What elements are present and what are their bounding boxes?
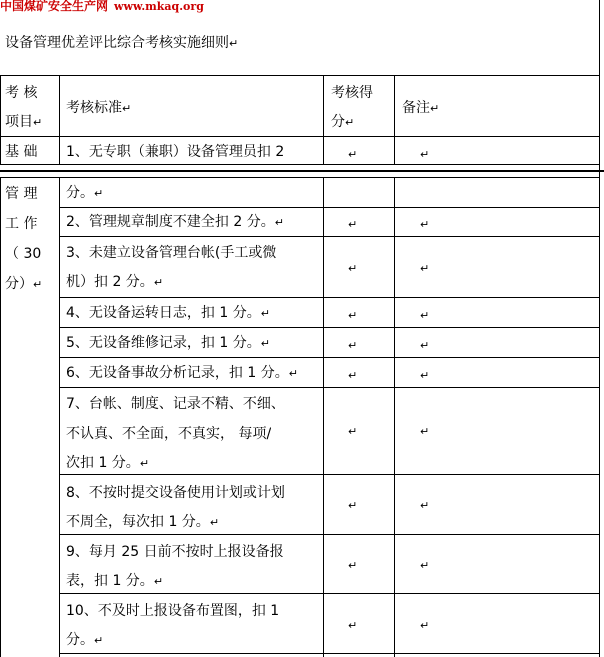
category-line-3: （ 30 [5, 246, 42, 262]
remark-cell-mark: ↵ [420, 369, 430, 382]
site-name: 中国煤矿安全生产网 [0, 0, 109, 13]
page-right-border [599, 0, 600, 657]
row-3-line2: 机）扣 2 分。↵ [66, 274, 164, 290]
row-5-text: 5、无设备维修记录，扣 1 分。↵ [66, 335, 270, 351]
header-col4: 备注↵ [402, 100, 440, 116]
table-top-border [0, 75, 600, 76]
row-7-line1: 7、台帐、制度、记录不精、不细、 [66, 396, 285, 412]
table2-col-divider-3 [394, 177, 395, 657]
row-sep [59, 357, 600, 358]
score-cell-mark: ↵ [348, 369, 358, 382]
row-3-line1: 3、未建立设备管理台帐(手工或微 [66, 245, 277, 261]
remark-cell-mark: ↵ [420, 262, 430, 275]
row-sep [59, 653, 600, 654]
remark-cell-mark: ↵ [420, 309, 430, 322]
category-line-2: 工 作 [5, 216, 38, 232]
table2-col-divider-2 [323, 177, 324, 657]
row-10-line2: 分。↵ [66, 632, 104, 648]
remark-cell-mark: ↵ [420, 425, 430, 438]
table2-top-border [0, 177, 600, 178]
header-bottom-border [0, 136, 600, 137]
header-col3-line1: 考核得 [331, 85, 373, 101]
row-sep [59, 327, 600, 328]
header-col1-line1: 考 核 [5, 85, 38, 101]
site-watermark [0, 0, 204, 14]
row-6-text: 6、无设备事故分析记录，扣 1 分。↵ [66, 365, 298, 381]
table1-col-divider-3 [394, 75, 395, 165]
row-sep [59, 207, 600, 208]
row-sep [59, 297, 600, 298]
page-break-line [0, 170, 604, 172]
category-line-4: 分）↵ [5, 276, 43, 292]
score-cell-mark: ↵ [348, 309, 358, 322]
title-text: 设备管理优差评比综合考核实施细则 [5, 35, 229, 51]
header-col1-line2: 项目↵ [5, 114, 43, 130]
row-9-line1: 9、每月 25 日前不按时上报设备报 [66, 544, 284, 560]
score-cell-mark: ↵ [348, 262, 358, 275]
row-sep [59, 387, 600, 388]
score-cell-mark: ↵ [348, 559, 358, 572]
score-cell-mark: ↵ [348, 619, 358, 632]
remark-cell-mark: ↵ [420, 218, 430, 231]
row-sep [59, 236, 600, 237]
site-url: www.mkaq.org [114, 0, 204, 13]
row-1-continued: 分。↵ [66, 185, 104, 201]
score-cell-mark: ↵ [348, 425, 358, 438]
header-col3-line2: 分↵ [331, 114, 355, 130]
row-7-line2: 不认真、不全面，不真实， 每项/ [66, 426, 272, 442]
score-cell-mark: ↵ [348, 339, 358, 352]
table2-col-divider-1 [59, 177, 60, 657]
remark-cell-mark: ↵ [420, 148, 430, 161]
score-cell-mark: ↵ [348, 499, 358, 512]
document-title [5, 32, 238, 52]
remark-cell-mark: ↵ [420, 339, 430, 352]
table1-col-divider-1 [59, 75, 60, 165]
row-2-text: 2、管理规章制度不建全扣 2 分。↵ [66, 214, 284, 230]
table1-left-border [0, 75, 1, 165]
remark-cell-mark: ↵ [420, 619, 430, 632]
table1-col-divider-2 [323, 75, 324, 165]
row-9-line2: 表，扣 1 分。↵ [66, 573, 164, 589]
score-cell-mark: ↵ [348, 218, 358, 231]
remark-cell-mark: ↵ [420, 559, 430, 572]
category-first-line: 基 础 [5, 144, 38, 160]
remark-cell-mark: ↵ [420, 499, 430, 512]
paragraph-mark: ↵ [229, 37, 239, 50]
header-col2: 考核标准↵ [66, 100, 132, 116]
row-10-line1: 10、不及时上报设备布置图，扣 1 [66, 603, 280, 619]
row-8-line2: 不周全，每次扣 1 分。↵ [66, 514, 220, 530]
score-cell-mark: ↵ [348, 148, 358, 161]
category-line-1: 管 理 [5, 186, 38, 202]
row-4-text: 4、无设备运转日志，扣 1 分。↵ [66, 305, 270, 321]
row-8-line1: 8、不按时提交设备使用计划或计划 [66, 485, 285, 501]
table2-left-border [0, 177, 1, 657]
row-1-text: 1、无专职（兼职）设备管理员扣 2 [66, 144, 285, 160]
row-7-line3: 次扣 1 分。↵ [66, 455, 150, 471]
